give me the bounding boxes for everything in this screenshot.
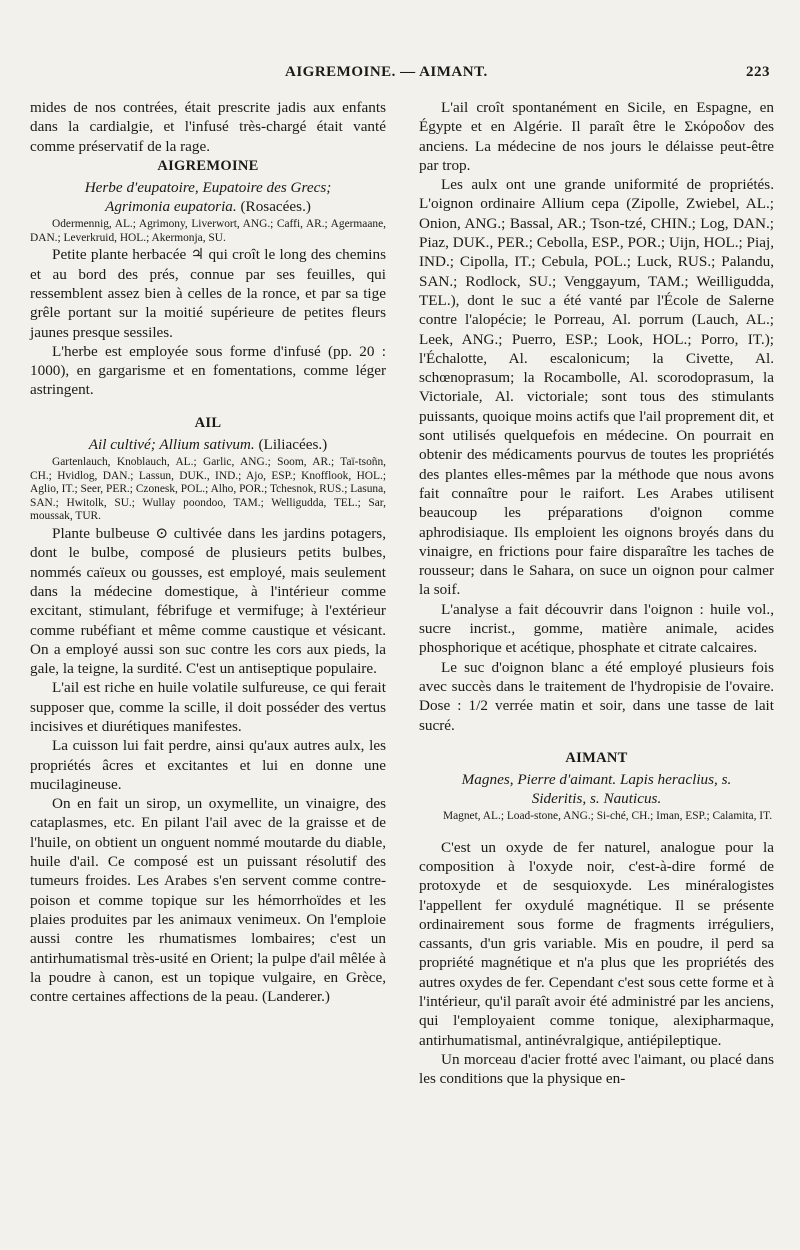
latin-names-aimant <box>419 770 774 808</box>
paragraph: C'est un oxyde de fer naturel, analogue pour la composition à l'oxyde noir, c'est-à-dire formé de protoxyde et de sesquioxyde. Les minéralogistes l'appellent fer oxydulé magnétique. Il se présente ordinairement sous forme de fragments irréguliers, cassants, d'un gris variable. Mis en poudre, il perd sa propriété magnétique et n'a plus que les propriétés des autres oxydes de fer. Cependant c'est sous cette forme et à l'intérieur, qu'il paraît avoir été administré par les anciens, qui l'employaient comme tonique, alexipharmaque, antirhumatismal, antinévralgique, antiépileptique. <box>419 838 774 1049</box>
page-header <box>30 64 770 88</box>
family-name: (Liliacées.) <box>258 436 328 454</box>
vernacular-names-aimant: Magnet, AL.; Load-stone, ANG.; Si-ché, CH.; Iman, ESP.; Calamita, IT. <box>442 810 773 823</box>
paragraph: Petite plante herbacée ♃ qui croît le long des chemins et au bord des prés, connue par ses feuilles, qui ressemblent assez bien à celles de la ronce, et par sa tige grêle portant sur la moitié supérieure de petites fleurs jaunes presque sessiles. <box>30 246 386 341</box>
two-column-body <box>30 98 774 1089</box>
paragraph: Un morceau d'acier frotté avec l'aimant, ou placé dans les conditions que la physique en- <box>419 1050 774 1088</box>
paragraph: L'ail croît spontanément en Sicile, en Espagne, en Égypte et en Algérie. Il paraît être le Σκόροδον des anciens. La médecine de nos jours le délaisse peut-être par trop. <box>419 99 774 174</box>
page-number: 223 <box>746 64 770 80</box>
left-column <box>30 98 386 1089</box>
paragraph: On en fait un sirop, un oxymellite, un vinaigre, des cataplasmes, etc. En pilant l'ail avec de la graisse et de l'huile, on obtient un onguent nommé moutarde du diable, huile d'ail. Ce composé est un puissant résolutif des tumeurs froides. Les Arabes s'en servent comme contre-poison et comme topique sur les hémorrhoïdes et les plaies produites par les animaux venimeux. On l'emploie aussi contre les rhumatismes lombaires; c'est un antirhumatismal très-usité en Orient; la pulpe d'ail mêlée à la poudre à canon, est un topique vulgaire, en Grèce, contre certaines affections de la peau. (Landerer.) <box>30 795 386 1006</box>
latin-line-1: Herbe d'eupatoire, Eupatoire des Grecs; <box>84 179 332 197</box>
vernacular-names-aigremoine: Odermennig, AL.; Agrimony, Liverwort, ANG.; Caffi, AR.; Agermaane, DAN.; Leverkruid, HOL.; Akermonja, SU. <box>30 218 386 244</box>
paragraph: Les aulx ont une grande uniformité de propriétés. L'oignon ordinaire Allium cepa (Zipolle, Zwiebel, AL.; Onion, ANG.; Bassal, AR.; Tson-tzé, CHIN.; Log, DAN.; Piaz, DUK., PER.; Cebolla, ESP., POR.; Uijn, HOL.; Piaj, IND.; Cipolla, IT.; Cebula, POL.; Luck, RUS.; Palandu, SAN.; Rodlock, SU.; Venggayum, TAM.; Weilligudda, TEL.), dont le suc a été vanté par l'École de Salerne contre l'alopécie; le Porreau, Al. porrum (Lauch, AL.; Leek, ANG.; Puerro, ESP.; Look, HOL.; Porro, IT.); l'Échalotte, Al. escalonicum; la Civette, Al. schœnoprasum; la Rocambolle, Al. scorodoprasum, la Victoriale, Al. victoriale; sont tous des stimulants puissants, quoique moins actifs que l'ail proprement dit, et sont utilisés quelquefois en médecine. On pourrait en obtenir des médicaments pourvus de toutes les propriétés des plantes elles-mêmes par la méthode que nous avons fait connaître pour le raifort. Les Arabes utilisent beaucoup les préparations d'oignon comme aphrodisiaque. Ils emploient les oignons broyés dans du vinaigre, en frictions pour faire disparaître les taches de rousseur; dans le Sahara, on suce un oignon pour calmer la soif. <box>419 176 774 599</box>
latin-line-1: Magnes, Pierre d'aimant. Lapis heraclius, s. <box>461 771 732 789</box>
right-column <box>419 98 774 1089</box>
entry-title-aigremoine: AIGREMOINE <box>157 157 259 174</box>
entry-title-aimant: AIMANT <box>565 749 628 766</box>
paragraph: La cuisson lui fait perdre, ainsi qu'aux autres aulx, les propriétés âcres et excitantes et lui en donne une mucilagineuse. <box>30 737 386 793</box>
paragraph: L'herbe est employée sous forme d'infusé (pp. 20 : 1000), en gargarisme et en fomentations, comme léger astringent. <box>30 342 386 399</box>
paragraph: L'ail est riche en huile volatile sulfureuse, ce qui ferait supposer que, comme la scille, il doit posséder des vertus incisives et diurétiques manifestes. <box>30 679 386 735</box>
entry-title-ail: AIL <box>194 414 222 431</box>
family-name: (Rosacées.) <box>240 198 311 216</box>
paragraph: L'analyse a fait découvrir dans l'oignon : huile vol., sucre incrist., gomme, matière animale, acides phosphorique et acétique, phosphate et citrate calcaires. <box>419 600 774 657</box>
latin-names-aigremoine <box>30 178 386 216</box>
vernacular-names-ail: Gartenlauch, Knoblauch, AL.; Garlic, ANG.; Soom, AR.; Taï-tsoñn, CH.; Hvidlog, DAN.; Lassun, DUK., IND.; Ajo, ESP.; Knofflook, HOL.; Aglio, IT.; Seer, PER.; Czonesk, POL.; Alho, POR.; Tchesnok, RUS.; Lasuna, SAN.; Hwitolk, SU.; Wullay poondoo, TAM.; Welligudda, TEL.; Sar, moussak, TUR. <box>30 456 386 523</box>
latin-line-1: Ail cultivé; Allium sativum. <box>88 436 255 454</box>
latin-line-2: Agrimonia eupatoria. <box>105 198 237 216</box>
latin-line-2: Sideritis, s. Nauticus. <box>531 790 662 808</box>
continuation-paragraph: mides de nos contrées, était prescrite jadis aux enfants dans la cardialgie, et l'infusé très-chargé était vanté comme préservatif de la rage. <box>30 99 386 155</box>
latin-names-ail <box>30 435 386 454</box>
paragraph: Le suc d'oignon blanc a été employé plusieurs fois avec succès dans le traitement de l'hydropisie de l'ovaire. Dose : 1/2 verrée matin et soir, dans une tasse de lait sucré. <box>419 658 774 734</box>
running-title: AIGREMOINE. — AIMANT. <box>285 64 488 80</box>
paragraph: Plante bulbeuse ⊙ cultivée dans les jardins potagers, dont le bulbe, composé de plusieurs petits bulbes, nommés caïeux ou gousses, est employé, mais seulement dans la médecine domestique, à l'intérieur comme excitant, stimulant, fébrifuge et vermifuge; à l'extérieur comme rubéfiant et même comme caustique et vésicant. On a employé aussi son suc contre les cors aux pieds, la gale, la teigne, la surdité. C'est un antiseptique populaire. <box>30 525 386 678</box>
